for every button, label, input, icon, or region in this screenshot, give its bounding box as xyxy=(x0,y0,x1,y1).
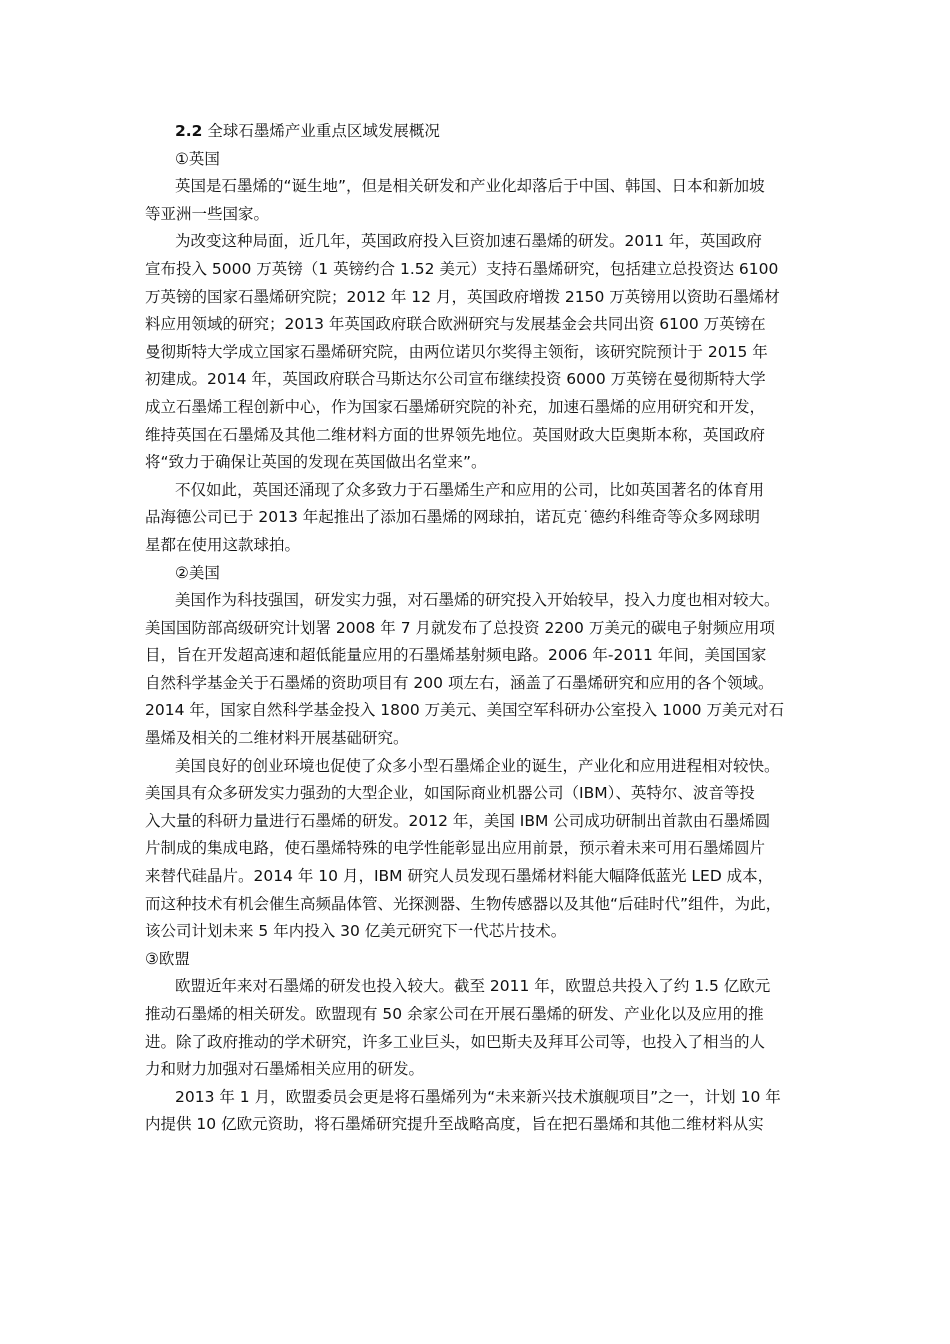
text-line: 等亚洲一些国家。 xyxy=(145,204,270,223)
text-line: 美国良好的创业环境也促使了众多小型石墨烯企业的诞生，产业化和应用进程相对较快。 xyxy=(175,756,780,775)
text-line: 曼彻斯特大学成立国家石墨烯研究院，由两位诺贝尔奖得主领衔，该研究院预计于 2015 年 xyxy=(145,342,768,361)
section-heading xyxy=(145,118,825,146)
section-number: 2.2 xyxy=(175,122,203,140)
text-line: 2013 年 1 月，欧盟委员会更是将石墨烯列为“未来新兴技术旗舰项目”之一，计划 10 年 xyxy=(175,1087,781,1106)
text-line: 英国是石墨烯的“诞生地”，但是相关研发和产业化却落后于中国、韩国、日本和新加坡 xyxy=(175,177,765,196)
text-line: 维持英国在石墨烯及其他二维材料方面的世界领先地位。英国财政大臣奥斯本称，英国政府 xyxy=(145,425,766,444)
text-line: 墨烯及相关的二维材料开展基础研究。 xyxy=(145,729,409,748)
text-line: 目，旨在开发超高速和超低能量应用的石墨烯基射频电路。2006 年-2011 年间，美国国家 xyxy=(145,646,767,665)
text-line: ③欧盟 xyxy=(145,949,190,968)
text-line: 而这种技术有机会催生高频晶体管、光探测器、生物传感器以及其他“后硅时代”组件，为此， xyxy=(145,894,782,913)
text-line: 成立石墨烯工程创新中心，作为国家石墨烯研究院的补充，加速石墨烯的应用研究和开发， xyxy=(145,397,766,416)
text-line: 星都在使用这款球拍。 xyxy=(145,535,301,554)
text-line: 品海德公司已于 2013 年起推出了添加石墨烯的网球拍，诺瓦克˙德约科维奇等众多网球明 xyxy=(145,508,761,527)
text-line: 入大量的科研力量进行石墨烯的研发。2012 年，美国 IBM 公司成功研制出首款由石墨烯圆 xyxy=(145,811,771,830)
text-line: 万英镑的国家石墨烯研究院；2012 年 12 月，英国政府增拨 2150 万英镑用以资助石墨烯材 xyxy=(145,287,780,306)
text-line: 2014 年，国家自然科学基金投入 1800 万美元、美国空军科研办公室投入 1000 万美元对石 xyxy=(145,701,784,720)
text-line: 片制成的集成电路，使石墨烯特殊的电学性能彰显出应用前景，预示着未来可用石墨烯圆片 xyxy=(145,839,766,858)
text-line: 来替代硅晶片。2014 年 10 月，IBM 研究人员发现石墨烯材料能大幅降低蓝光 LED 成本， xyxy=(145,867,774,886)
text-line: ②美国 xyxy=(175,563,220,582)
text-line: 进。除了政府推动的学术研究，许多工业巨头，如巴斯夫及拜耳公司等，也投入了相当的人 xyxy=(145,1032,766,1051)
text-line: 料应用领域的研究；2013 年英国政府联合欧洲研究与发展基金会共同出资 6100 万英镑在 xyxy=(145,315,766,334)
document-body xyxy=(145,146,825,1139)
text-line: 内提供 10 亿欧元资助，将石墨烯研究提升至战略高度，旨在把石墨烯和其他二维材料从实 xyxy=(145,1115,764,1134)
text-line: 不仅如此，英国还涌现了众多致力于石墨烯生产和应用的公司，比如英国著名的体育用 xyxy=(175,480,765,499)
text-line: 宣布投入 5000 万英镑（1 英镑约合 1.52 美元）支持石墨烯研究，包括建立总投资达 6100 xyxy=(145,259,779,278)
text-line: 欧盟近年来对石墨烯的研发也投入较大。截至 2011 年，欧盟总共投入了约 1.5 亿欧元 xyxy=(175,977,771,996)
text-line: 该公司计划未来 5 年内投入 30 亿美元研究下一代芯片技术。 xyxy=(145,922,567,941)
text-line: 美国具有众多研发实力强劲的大型企业，如国际商业机器公司（IBM）、英特尔、波音等投 xyxy=(145,784,755,803)
text-line: 推动石墨烯的相关研发。欧盟现有 50 余家公司在开展石墨烯的研发、产业化以及应用的推 xyxy=(145,1005,764,1023)
section-title: 全球石墨烯产业重点区域发展概况 xyxy=(202,122,440,140)
text-line: 力和财力加强对石墨烯相关应用的研发。 xyxy=(145,1060,425,1079)
text-line: 为改变这种局面，近几年，英国政府投入巨资加速石墨烯的研发。2011 年，英国政府 xyxy=(175,232,762,251)
text-line: 将“致力于确保让英国的发现在英国做出名堂来”。 xyxy=(145,453,487,472)
text-line: 美国作为科技强国，研发实力强，对石墨烯的研究投入开始较早，投入力度也相对较大。 xyxy=(175,591,780,610)
text-line: 美国国防部高级研究计划署 2008 年 7 月就发布了总投资 2200 万美元的碳电子射频应用项 xyxy=(145,618,775,637)
document-page xyxy=(145,118,825,1139)
text-line: 自然科学基金关于石墨烯的资助项目有 200 项左右，涵盖了石墨烯研究和应用的各个领域。 xyxy=(145,673,774,692)
text-line: ①英国 xyxy=(175,149,220,168)
text-line: 初建成。2014 年，英国政府联合马斯达尔公司宣布继续投资 6000 万英镑在曼彻斯特大学 xyxy=(145,370,766,389)
